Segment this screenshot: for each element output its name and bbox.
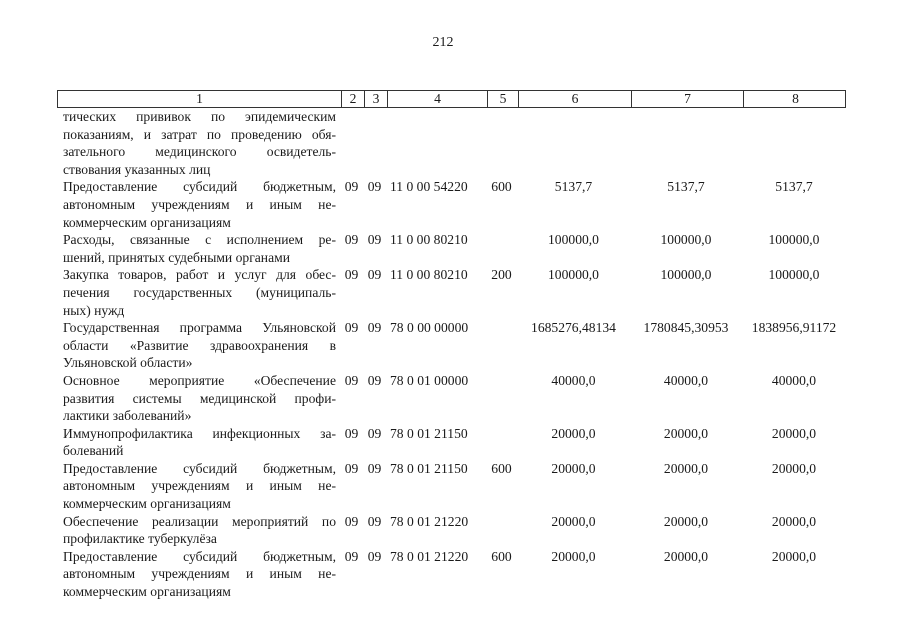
target-article-code: 78 0 00 00000	[390, 320, 469, 336]
expense-type-code	[486, 372, 517, 425]
amount-year-1: 20000,0	[551, 460, 596, 476]
description-line: коммерческим организациям	[63, 214, 231, 230]
row-description	[57, 548, 340, 601]
table-row	[57, 548, 846, 601]
subsection-code: 09	[367, 267, 382, 283]
target-article-code: 78 0 01 21150	[390, 460, 468, 476]
amount-year-1: 20000,0	[551, 425, 596, 441]
column-header: 7	[631, 91, 743, 107]
row-description	[57, 108, 340, 178]
amount-year-1: 20000,0	[551, 548, 596, 564]
description-line: болеваний	[63, 443, 124, 459]
subsection-code: 09	[367, 513, 382, 529]
amount-year-1: 20000,0	[551, 513, 596, 529]
target-article-code: 11 0 00 54220	[390, 179, 468, 195]
amount-year-2: 40000,0	[663, 372, 709, 388]
subsection-code	[363, 108, 386, 178]
section-code: 09	[344, 548, 359, 564]
description-line: ствования указанных лиц	[63, 161, 211, 177]
amount-year-3: 40000,0	[771, 372, 817, 388]
description-line: Предоставление субсидий бюджетным,	[63, 548, 336, 564]
description-line: Предоставление субсидий бюджетным,	[63, 179, 336, 195]
section-code: 09	[344, 513, 359, 529]
description-line: тических прививок по эпидемическим	[63, 109, 336, 124]
description-line: Закупка товаров, работ и услуг для обес-	[63, 267, 336, 283]
description-line: ных) нужд	[63, 302, 125, 318]
row-description	[57, 319, 340, 372]
table-row	[57, 460, 846, 513]
description-line: Государственная программа Ульяновской	[63, 320, 336, 336]
description-line: зательного медицинского освидетель-	[63, 144, 336, 160]
amount-year-2: 100000,0	[660, 267, 712, 283]
amount-year-1: 40000,0	[551, 372, 596, 388]
section-code	[340, 108, 363, 178]
amount-year-2: 20000,0	[663, 425, 709, 441]
expense-type-code: 600	[491, 548, 512, 564]
description-line: области «Развитие здравоохранения в	[63, 337, 336, 353]
description-line: лактики заболеваний»	[63, 408, 192, 424]
amount-year-1	[517, 108, 630, 178]
expense-type-code: 200	[491, 267, 512, 283]
description-line: развития системы медицинской профи-	[63, 390, 336, 406]
subsection-code: 09	[367, 232, 382, 248]
table-row	[57, 266, 846, 319]
table-row	[57, 372, 846, 425]
table-row	[57, 319, 846, 372]
target-article-code: 78 0 01 00000	[390, 372, 469, 388]
table-row	[57, 178, 846, 231]
description-line: автономным учреждениям и иным не-	[63, 566, 336, 582]
row-description	[57, 372, 340, 425]
amount-year-2	[630, 108, 742, 178]
description-line: коммерческим организациям	[63, 496, 231, 512]
column-header: 1	[196, 91, 203, 106]
amount-year-3: 20000,0	[771, 460, 817, 476]
target-article-code: 11 0 00 80210	[390, 232, 468, 248]
row-description	[57, 231, 340, 266]
table-body	[57, 108, 846, 601]
description-line: Иммунопрофилактика инфекционных за-	[63, 425, 336, 441]
table-header-row	[57, 90, 846, 108]
row-description	[57, 460, 340, 513]
subsection-code: 09	[367, 320, 382, 336]
section-code: 09	[344, 232, 359, 248]
section-code: 09	[344, 425, 359, 441]
table-row	[57, 425, 846, 460]
expense-type-code	[486, 319, 517, 372]
target-article-code: 11 0 00 80210	[390, 267, 468, 283]
target-article-code: 78 0 01 21150	[390, 425, 468, 441]
expense-type-code: 600	[491, 460, 512, 476]
section-code: 09	[344, 267, 359, 283]
table-row	[57, 231, 846, 266]
row-description	[57, 178, 340, 231]
row-description	[57, 513, 340, 548]
column-header: 2	[341, 91, 364, 107]
column-header: 8	[743, 91, 847, 107]
amount-year-2: 100000,0	[660, 232, 712, 248]
amount-year-3: 1838956,91172	[751, 320, 837, 336]
column-header: 3	[364, 91, 387, 107]
description-line: автономным учреждениям и иным не-	[63, 478, 336, 494]
amount-year-3	[742, 108, 846, 178]
description-line: Расходы, связанные с исполнением ре-	[63, 232, 336, 248]
expense-type-code	[486, 513, 517, 548]
description-line: показаниям, и затрат по проведению обя-	[63, 126, 336, 142]
section-code: 09	[344, 460, 359, 476]
row-description	[57, 266, 340, 319]
column-header: 4	[387, 91, 487, 107]
target-article-code: 78 0 01 21220	[390, 513, 469, 529]
subsection-code: 09	[367, 460, 382, 476]
amount-year-3: 5137,7	[775, 179, 813, 195]
target-article-code: 78 0 01 21220	[390, 548, 469, 564]
target-article-code	[386, 108, 486, 178]
subsection-code: 09	[367, 372, 382, 388]
expense-type-code	[486, 108, 517, 178]
expense-type-code: 600	[491, 179, 512, 195]
amount-year-2: 1780845,30953	[643, 320, 729, 336]
section-code: 09	[344, 320, 359, 336]
column-header: 5	[487, 91, 518, 107]
description-line: Основное мероприятие «Обеспечение	[63, 372, 336, 388]
amount-year-2: 20000,0	[663, 548, 709, 564]
subsection-code: 09	[367, 548, 382, 564]
expense-type-code	[486, 231, 517, 266]
amount-year-2: 20000,0	[663, 460, 709, 476]
description-line: шений, принятых судебными органами	[63, 249, 290, 265]
amount-year-2: 20000,0	[663, 513, 709, 529]
subsection-code: 09	[367, 179, 382, 195]
table-row	[57, 108, 846, 178]
amount-year-2: 5137,7	[667, 179, 705, 195]
description-line: Обеспечение реализации мероприятий по	[63, 513, 336, 529]
description-line: коммерческим организациям	[63, 584, 231, 600]
expense-type-code	[486, 425, 517, 460]
page-number: 212	[432, 35, 454, 50]
amount-year-1: 100000,0	[548, 267, 599, 283]
amount-year-3: 100000,0	[768, 232, 820, 248]
amount-year-3: 20000,0	[771, 513, 817, 529]
description-line: Предоставление субсидий бюджетным,	[63, 460, 336, 476]
amount-year-1: 100000,0	[548, 232, 599, 248]
section-code: 09	[344, 372, 359, 388]
subsection-code: 09	[367, 425, 382, 441]
amount-year-1: 5137,7	[554, 179, 593, 195]
row-description	[57, 425, 340, 460]
description-line: Ульяновской области»	[63, 355, 193, 371]
description-line: печения государственных (муниципаль-	[63, 284, 336, 300]
description-line: автономным учреждениям и иным не-	[63, 196, 336, 212]
budget-table	[57, 90, 846, 601]
description-line: профилактике туберкулёза	[63, 531, 217, 547]
amount-year-1: 1685276,48134	[531, 320, 616, 336]
column-header: 6	[518, 91, 631, 107]
amount-year-3: 100000,0	[768, 267, 820, 283]
table-row	[57, 513, 846, 548]
amount-year-3: 20000,0	[771, 425, 817, 441]
section-code: 09	[344, 179, 359, 195]
amount-year-3: 20000,0	[771, 548, 817, 564]
